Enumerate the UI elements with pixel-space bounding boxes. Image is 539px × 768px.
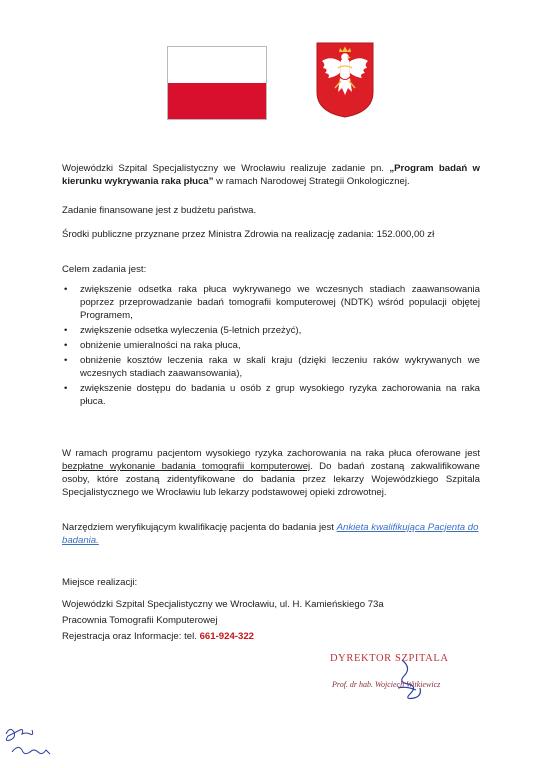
public-funds-statement: Środki publiczne przyznane przez Ministra Zdrowia na realizację zadania: 152.000,00 zł <box>62 229 435 240</box>
goal-item <box>62 284 480 323</box>
goal-item <box>62 383 480 409</box>
bullet-icon: • <box>64 284 68 295</box>
qualification-paragraph <box>62 522 480 548</box>
goal-item-text: zwiększenie odsetka wyleczenia (5-letnich przeżyć), <box>80 324 302 336</box>
bullet-icon: • <box>64 324 68 336</box>
goal-item-text: obniżenie kosztów leczenia raka w skali kraju (dzięki leczeniu raków wykrywanych we wczesnych stadiach zaawansowania), <box>80 354 480 379</box>
goal-item <box>62 355 480 381</box>
goals-list-container <box>62 284 480 410</box>
program-description-end: . Do badań zostaną zakwalifikowane osoby, które zostaną zidentyfikowane do badania przez lekarzy Wojewódzkiego Szpitala Specjalistycznego we Wrocławiu lub lekarzy podstawowej opieki zdrowotnej. <box>62 460 480 498</box>
polish-flag-image <box>167 46 267 120</box>
flag-white-stripe <box>168 47 266 83</box>
goal-item-text: zwiększenie dostępu do badania u osób z grup wysokiego ryzyka zachorowania na raka płuca. <box>80 382 480 407</box>
goals-heading: Celem zadania jest: <box>62 264 147 275</box>
bullet-icon: • <box>64 354 68 366</box>
program-description-paragraph <box>62 448 480 500</box>
intro-text-end: w ramach Narodowej Strategii Onkologicznej. <box>213 175 410 187</box>
bullet-icon: • <box>64 339 68 351</box>
flag-red-stripe <box>168 83 266 119</box>
location-address: Wojewódzki Szpital Specjalistyczny we Wrocławiu, ul. H. Kamieńskiego 73a <box>62 599 384 610</box>
registration-line <box>62 631 480 644</box>
goal-item <box>62 340 480 353</box>
qualification-survey-link[interactable]: Ankieta kwalifikująca Pacjenta do badania. <box>62 522 479 546</box>
program-name: „Program badań w kierunku wykrywania raka płuca” <box>62 163 481 187</box>
location-department: Pracownia Tomografii Komputerowej <box>62 615 218 626</box>
free-ct-scan-highlight: bezpłatne wykonanie badania tomografii komputerowej <box>62 460 311 472</box>
goal-item-text: zwiększenie odsetka raka płuca wykrywanego we wczesnych stadiach zaawansowania poprzez przeprowadzanie badań tomografii komputerowej (NDTK) wśród populacji objętej Programem, <box>80 284 480 321</box>
polish-eagle-emblem <box>316 42 374 118</box>
director-signature-image <box>392 658 432 704</box>
qualification-text: Narzędziem weryfikującym kwalifikację pacjenta do badania jest <box>62 522 337 533</box>
bullet-icon: • <box>64 382 68 394</box>
handwritten-initials-image <box>2 722 62 762</box>
stamp-title: DYREKTOR SZPITALA <box>330 653 449 664</box>
stamp-director-name: Prof. dr hab. Wojciech Witkiewicz <box>332 680 441 690</box>
goal-item-text: obniżenie umieralności na raka płuca, <box>80 339 241 351</box>
program-description-start: W ramach programu pacjentom wysokiego ryzyka zachorowania na raka płuca oferowane jest <box>62 448 480 459</box>
location-heading: Miejsce realizacji: <box>62 577 138 588</box>
financing-statement: Zadanie finansowane jest z budżetu państwa. <box>62 205 257 216</box>
goals-list <box>62 284 480 408</box>
goal-item <box>62 325 480 338</box>
phone-number: 661-924-322 <box>199 631 254 642</box>
registration-label: Rejestracja oraz Informacje: tel. <box>62 631 200 642</box>
intro-paragraph <box>62 163 480 189</box>
intro-text-start: Wojewódzki Szpital Specjalistyczny we Wrocławiu realizuje zadanie pn. <box>62 163 390 174</box>
director-stamp <box>330 652 470 691</box>
